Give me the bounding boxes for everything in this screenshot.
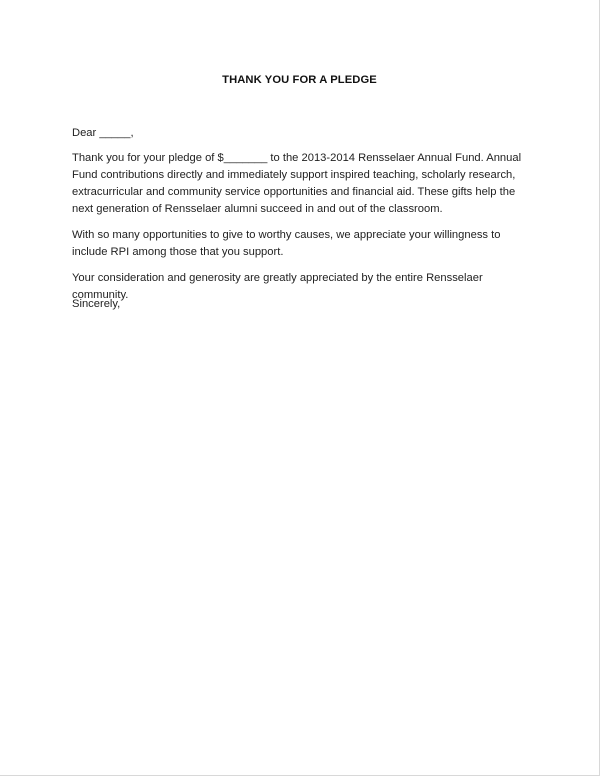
paragraph-worthy-causes: With so many opportunities to give to worthy causes, we appreciate your willingness to include RPI among those that you support. (72, 229, 501, 258)
closing: Sincerely, (72, 298, 121, 310)
paragraph-appreciation: Your consideration and generosity are greatly appreciated by the entire Rensselaer community. (72, 272, 483, 301)
letter-title: THANK YOU FOR A PLEDGE (222, 74, 377, 86)
paragraph-pledge-thanks: Thank you for your pledge of $_______ to the 2013-2014 Rensselaer Annual Fund. Annual Fund contributions directly and immediately support inspired teaching, scholarly research, extracurricular and community service opportunities and financial aid. These gifts help the next generation of Rensselaer alumni succeed in and out of the classroom. (72, 152, 522, 215)
salutation: Dear _____, (72, 127, 134, 139)
